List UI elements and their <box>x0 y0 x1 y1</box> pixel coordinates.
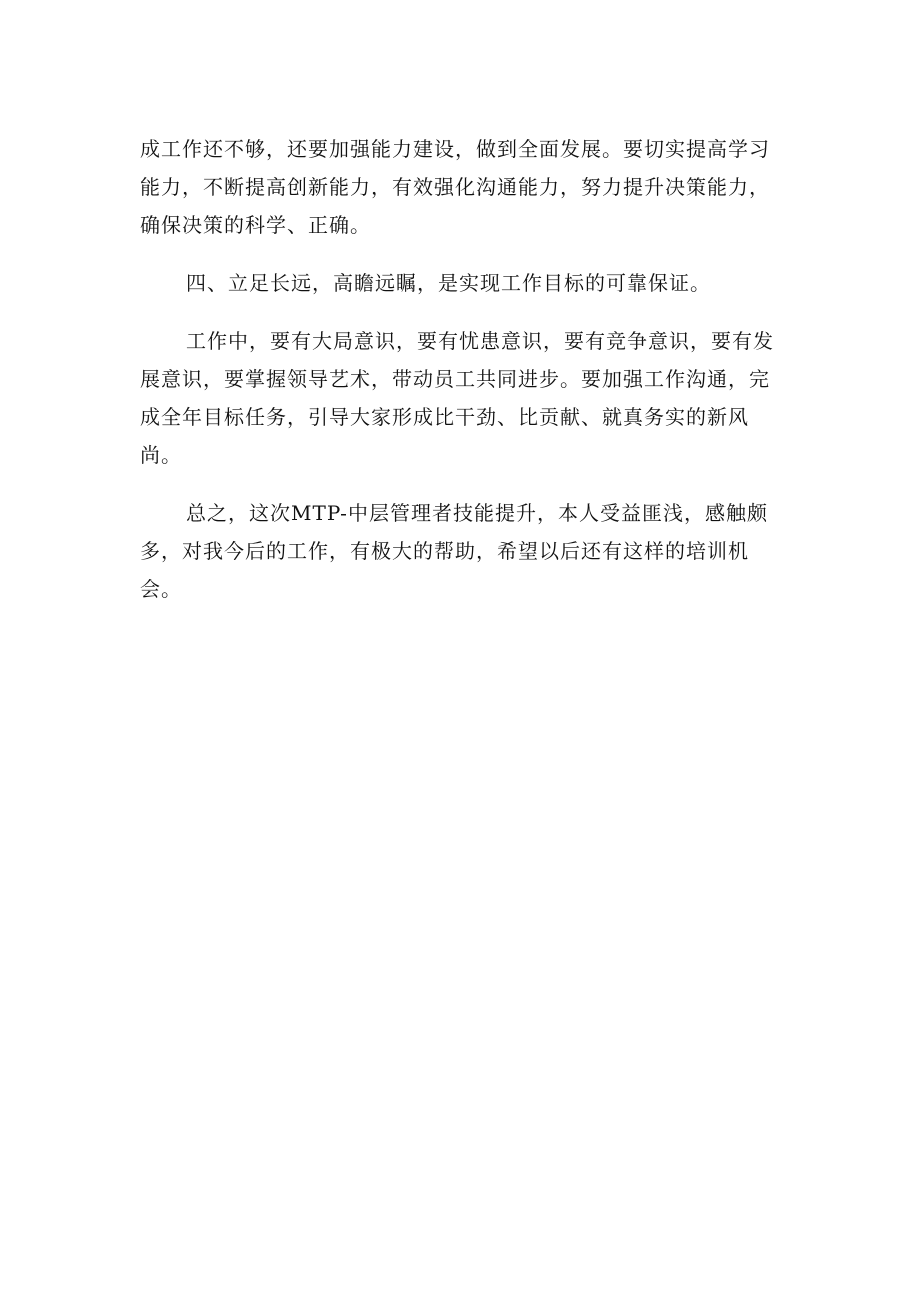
section-heading-four: 四、立足长远，高瞻远瞩，是实现工作目标的可靠保证。 <box>186 271 711 295</box>
paragraph-continuation: 成工作还不够，还要加强能力建设，做到全面发展。要切实提高学习能力，不断提高创新能力，有效强化沟通能力，努力提升决策能力，确保决策的科学、正确。 <box>140 137 770 237</box>
document-body <box>140 130 790 608</box>
paragraph-conclusion: 总之，这次MTP-中层管理者技能提升，本人受益匪浅，感触颇多，对我今后的工作，有极大的帮助，希望以后还有这样的培训机会。 <box>140 501 768 601</box>
paragraph-work-awareness: 工作中，要有大局意识，要有忧患意识，要有竞争意识，要有发展意识，要掌握领导艺术，带动员工共同进步。要加强工作沟通，完成全年目标任务，引导大家形成比干劲、比贡献、就真务实的新风尚。 <box>140 329 774 467</box>
